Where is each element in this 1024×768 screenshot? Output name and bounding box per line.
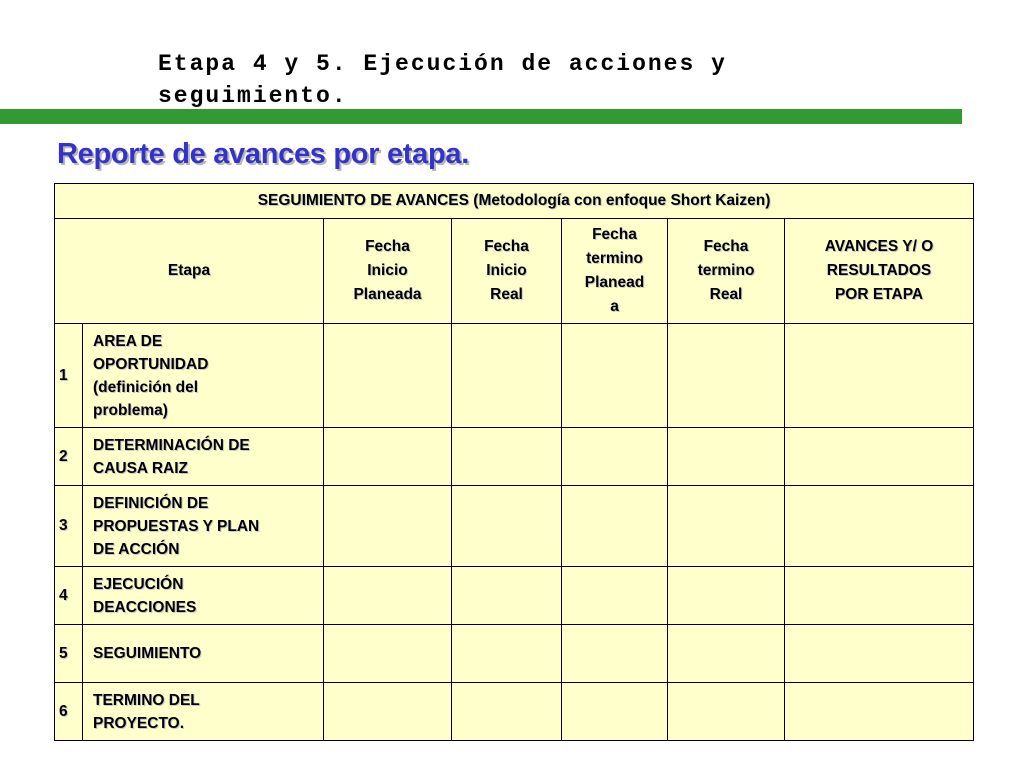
stage-line: AREA DE xyxy=(93,332,163,350)
table-row xyxy=(55,625,974,683)
header-line: AVANCES Y/ O xyxy=(824,238,934,255)
header-line: Fecha xyxy=(703,238,749,255)
stage-line: TERMINO DEL xyxy=(93,691,200,709)
header-line: RESULTADOS xyxy=(826,262,932,279)
cell-fecha-inicio-planeada[interactable] xyxy=(324,683,452,741)
header-line: Fecha xyxy=(365,238,410,255)
header-fecha-inicio-real xyxy=(452,219,562,324)
stage-line: PROPUESTAS Y PLAN xyxy=(93,517,260,535)
slide-title-line-2: seguimiento. xyxy=(158,83,348,109)
row-number: 4 xyxy=(55,567,83,625)
row-number: 3 xyxy=(55,486,83,567)
stage-line: OPORTUNIDAD xyxy=(93,355,209,373)
cell-fecha-termino-real[interactable] xyxy=(668,428,785,486)
stage-name xyxy=(83,324,324,428)
stage-line: DEFINICIÓN DE xyxy=(93,494,209,512)
header-line: a xyxy=(610,298,619,315)
header-line: termino xyxy=(586,250,643,267)
stage-line: DE ACCIÓN xyxy=(93,540,180,558)
stage-line: (definición del xyxy=(93,378,199,396)
cell-fecha-inicio-planeada[interactable] xyxy=(324,324,452,428)
stage-line: EJECUCIÓN xyxy=(93,575,184,593)
cell-fecha-inicio-planeada[interactable] xyxy=(324,428,452,486)
cell-fecha-inicio-planeada[interactable] xyxy=(324,567,452,625)
header-fecha-termino-real xyxy=(668,219,785,324)
cell-fecha-inicio-planeada[interactable] xyxy=(324,625,452,683)
header-line: Real xyxy=(490,286,523,303)
header-line: Inicio xyxy=(367,262,408,279)
header-line: Real xyxy=(709,286,743,303)
row-number: 2 xyxy=(55,428,83,486)
cell-avances-resultados[interactable] xyxy=(785,567,974,625)
header-line: Inicio xyxy=(486,262,527,279)
stage-line: DEACCIONES xyxy=(93,598,197,616)
cell-fecha-termino-real[interactable] xyxy=(668,324,785,428)
slide-title xyxy=(158,48,858,112)
header-fecha-inicio-planeada xyxy=(324,219,452,324)
table-banner-row xyxy=(55,184,974,219)
stage-line: SEGUIMIENTO xyxy=(93,645,202,662)
stage-name xyxy=(83,625,324,683)
cell-avances-resultados[interactable] xyxy=(785,625,974,683)
table-row xyxy=(55,486,974,567)
cell-fecha-termino-planeada[interactable] xyxy=(562,567,668,625)
stage-line: PROYECTO. xyxy=(93,714,185,732)
cell-fecha-termino-real[interactable] xyxy=(668,567,785,625)
cell-avances-resultados[interactable] xyxy=(785,324,974,428)
header-line: termino xyxy=(697,262,755,279)
stage-name xyxy=(83,683,324,741)
cell-fecha-inicio-real[interactable] xyxy=(452,324,562,428)
cell-fecha-termino-planeada[interactable] xyxy=(562,683,668,741)
header-avances-resultados xyxy=(785,219,974,324)
header-line: POR ETAPA xyxy=(834,286,924,303)
header-fecha-termino-planeada xyxy=(562,219,668,324)
table-row xyxy=(55,428,974,486)
cell-avances-resultados[interactable] xyxy=(785,683,974,741)
cell-fecha-termino-planeada[interactable] xyxy=(562,428,668,486)
header-line: Fecha xyxy=(484,238,529,255)
stage-name xyxy=(83,567,324,625)
table-row xyxy=(55,683,974,741)
cell-avances-resultados[interactable] xyxy=(785,428,974,486)
header-etapa: Etapa xyxy=(55,219,324,324)
cell-fecha-inicio-planeada[interactable] xyxy=(324,486,452,567)
cell-fecha-inicio-real[interactable] xyxy=(452,683,562,741)
cell-fecha-inicio-real[interactable] xyxy=(452,428,562,486)
cell-fecha-inicio-real[interactable] xyxy=(452,486,562,567)
cell-fecha-termino-real[interactable] xyxy=(668,683,785,741)
slide-subtitle: Reporte de avances por etapa. xyxy=(57,138,469,170)
header-line: Fecha xyxy=(592,226,637,243)
cell-fecha-termino-planeada[interactable] xyxy=(562,486,668,567)
row-number: 6 xyxy=(55,683,83,741)
cell-fecha-inicio-real[interactable] xyxy=(452,567,562,625)
cell-fecha-inicio-real[interactable] xyxy=(452,625,562,683)
stage-line: CAUSA RAIZ xyxy=(93,459,189,477)
stage-line: DETERMINACIÓN DE xyxy=(93,436,250,454)
table-header-row xyxy=(55,219,974,324)
cell-avances-resultados[interactable] xyxy=(785,486,974,567)
cell-fecha-termino-real[interactable] xyxy=(668,486,785,567)
progress-report-table xyxy=(54,183,974,741)
header-line: Planead xyxy=(584,274,645,291)
row-number: 1 xyxy=(55,324,83,428)
stage-line: problema) xyxy=(93,401,168,419)
cell-fecha-termino-planeada[interactable] xyxy=(562,324,668,428)
table-row xyxy=(55,324,974,428)
row-number: 5 xyxy=(55,625,83,683)
cell-fecha-termino-planeada[interactable] xyxy=(562,625,668,683)
accent-bar xyxy=(0,109,962,124)
stage-name xyxy=(83,428,324,486)
cell-fecha-termino-real[interactable] xyxy=(668,625,785,683)
header-line: Planeada xyxy=(353,286,422,303)
table-row xyxy=(55,567,974,625)
stage-name xyxy=(83,486,324,567)
slide-title-line-1: Etapa 4 y 5. Ejecución de acciones y xyxy=(158,51,727,77)
table-banner: SEGUIMIENTO DE AVANCES (Metodología con enfoque Short Kaizen) xyxy=(55,184,974,219)
